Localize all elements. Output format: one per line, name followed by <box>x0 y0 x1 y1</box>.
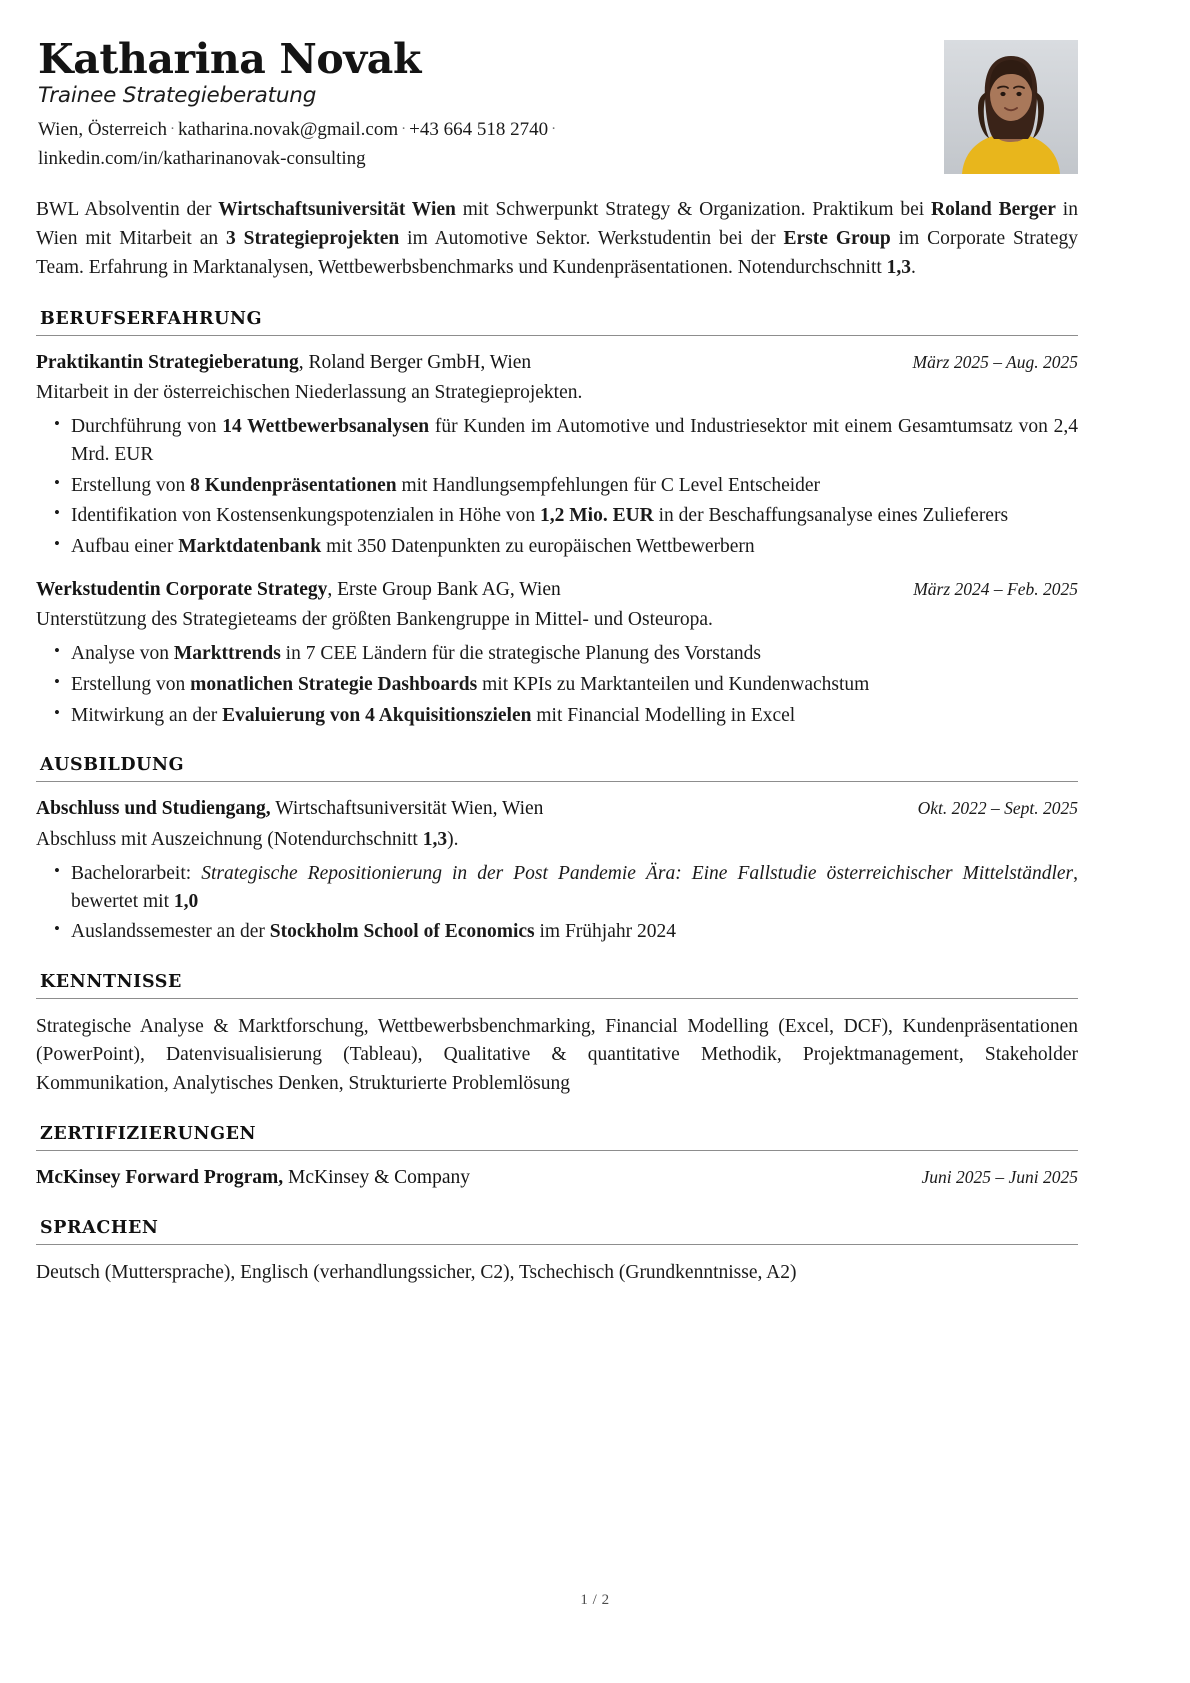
certification-entry <box>36 1165 1078 1191</box>
entry-role: Werkstudentin Corporate Strategy <box>36 578 328 600</box>
list-item <box>54 502 1078 530</box>
contact-email[interactable]: katharina.novak@gmail.com <box>178 119 399 141</box>
bullet-highlight: 1,0 <box>173 890 199 912</box>
resume-header <box>36 36 1078 174</box>
list-item <box>54 671 1078 699</box>
bullet-highlight: Stockholm School of Economics <box>269 921 535 943</box>
list-item <box>54 640 1078 668</box>
summary-highlight: Roland Berger <box>931 199 1056 220</box>
entry-company: , Roland Berger GmbH, Wien <box>298 351 532 373</box>
entry-title <box>36 350 531 376</box>
bullet-text: Identifikation von Kostensenkungspotenzialen in Höhe von <box>71 505 540 527</box>
summary-highlight: 1,3 <box>886 256 912 278</box>
bullet-text: Aufbau einer <box>71 535 179 557</box>
list-item <box>54 413 1078 468</box>
bullet-text: mit KPIs zu Marktanteilen und Kundenwachstum <box>477 673 870 695</box>
avatar <box>944 40 1078 174</box>
description-text: Abschluss mit Auszeichnung (Notendurchschnitt <box>36 828 423 850</box>
bullet-text: mit Financial Modelling in Excel <box>531 704 796 726</box>
entry-header <box>36 1165 1078 1191</box>
header-text-block <box>38 36 944 173</box>
section-title-languages: SPRACHEN <box>40 1217 159 1238</box>
experience-entry <box>36 577 1078 730</box>
candidate-tagline: Trainee Strategieberatung <box>38 83 317 109</box>
entry-degree: Abschluss und Studiengang, <box>36 798 271 820</box>
section-title-certifications: ZERTIFIZIERUNGEN <box>40 1124 257 1145</box>
entry-description <box>36 826 1078 854</box>
section-certifications <box>36 1124 1078 1191</box>
summary-highlight: Wirtschaftsuniversität Wien <box>218 199 456 220</box>
contact-location: Wien, Österreich <box>38 119 168 141</box>
entry-description: Unterstützung des Strategieteams der größten Bankengruppe in Mittel- und Osteuropa. <box>36 608 713 630</box>
bullet-text: Erstellung von <box>71 474 191 496</box>
list-item <box>54 918 1078 946</box>
bullet-text: Bachelorarbeit: <box>71 862 202 884</box>
experience-entry <box>36 350 1078 561</box>
entry-header <box>36 350 1078 376</box>
bullet-highlight: 1,2 Mio. EUR <box>540 505 654 527</box>
portrait-photo-icon <box>944 40 1078 174</box>
bullet-text: , bewertet mit <box>71 862 1078 912</box>
entry-company: , Erste Group Bank AG, Wien <box>327 578 561 600</box>
bullet-text: in 7 CEE Ländern für die strategische Planung des Vorstands <box>280 643 761 665</box>
section-divider <box>36 781 1078 782</box>
bullet-highlight: Marktdatenbank <box>178 535 322 557</box>
summary-text: mit Schwerpunkt Strategy & Organization. Praktikum bei <box>455 199 932 220</box>
bullet-text: im Frühjahr 2024 <box>534 921 676 943</box>
education-entry <box>36 796 1078 946</box>
summary-text: in Wien mit Mitarbeit an <box>36 199 1078 249</box>
section-title-education: AUSBILDUNG <box>40 755 185 776</box>
languages-text: Deutsch (Muttersprache), Englisch (verhandlungssicher, C2), Tschechisch (Grundkenntnisse, A2) <box>36 1261 797 1283</box>
list-item <box>54 702 1078 730</box>
description-highlight: 1,3 <box>422 828 448 850</box>
description-text: ). <box>447 828 459 850</box>
entry-bullet-list <box>36 860 1078 946</box>
entry-bullet-list <box>36 640 1078 729</box>
certification-issuer: McKinsey & Company <box>283 1167 470 1189</box>
section-divider <box>36 1244 1078 1245</box>
bullet-text: in der Beschaffungsanalyse eines Zulieferers <box>653 505 1009 527</box>
contact-separator-icon: · <box>170 121 176 138</box>
contact-separator-icon: · <box>551 121 557 138</box>
entry-date: März 2025 – Aug. 2025 <box>912 351 1078 372</box>
section-divider <box>36 335 1078 336</box>
thesis-title: Strategische Repositionierung in der Post Pandemie Ära: Eine Fallstudie österreichischer Mittelständler <box>201 862 1074 884</box>
bullet-text: mit 350 Datenpunkten zu europäischen Wettbewerbern <box>321 535 755 557</box>
entry-header <box>36 577 1078 603</box>
entry-header <box>36 796 1078 822</box>
skills-text: Strategische Analyse & Marktforschung, Wettbewerbsbenchmarking, Financial Modelling (Excel, DCF), Kundenpräsentationen (PowerPoint), Datenvisualisierung (Tableau), Qualitative & quantitative Methodik, Projektmanagement, Stakeholder Kommunikation, Analytisches Denken, Strukturierte Problemlösung <box>36 1015 1078 1094</box>
bullet-text: für Kunden im Automotive und Industriesektor mit einem Gesamtumsatz von 2,4 Mrd. EUR <box>71 416 1078 465</box>
bullet-text: Durchführung von <box>71 416 223 438</box>
bullet-text: Mitwirkung an der <box>71 704 223 726</box>
bullet-highlight: 8 Kundenpräsentationen <box>190 474 397 496</box>
entry-bullet-list <box>36 413 1078 560</box>
bullet-text: Analyse von <box>71 643 174 665</box>
contact-separator-icon: · <box>401 121 407 138</box>
section-experience <box>36 309 1078 730</box>
bullet-text: Erstellung von <box>71 673 191 695</box>
bullet-text: Auslandssemester an der <box>71 921 270 943</box>
entry-date: März 2024 – Feb. 2025 <box>913 578 1078 599</box>
entry-title <box>36 577 561 603</box>
section-title-skills: KENNTNISSE <box>40 971 182 992</box>
section-title-experience: BERUFSERFAHRUNG <box>40 308 263 329</box>
summary-text: . <box>911 256 916 278</box>
section-skills <box>36 972 1078 1098</box>
entry-title <box>36 796 543 822</box>
page-footer: 1 / 2 <box>580 1592 610 1608</box>
bullet-highlight: Markttrends <box>173 643 281 665</box>
entry-role: Praktikantin Strategieberatung <box>36 351 299 373</box>
bullet-highlight: Evaluierung von 4 Akquisitionszielen <box>222 704 532 726</box>
list-item <box>54 472 1078 500</box>
certification-name: McKinsey Forward Program, <box>36 1167 284 1189</box>
bullet-highlight: monatlichen Strategie Dashboards <box>190 673 478 695</box>
summary-highlight: 3 Strategieprojekten <box>226 227 400 249</box>
summary-text: BWL Absolventin der <box>36 199 219 220</box>
entry-date: Juni 2025 – Juni 2025 <box>921 1167 1078 1188</box>
contact-phone[interactable]: +43 664 518 2740 <box>409 119 549 141</box>
entry-institution: Wirtschaftsuniversität Wien, Wien <box>270 798 544 820</box>
list-item <box>54 860 1078 915</box>
entry-description: Mitarbeit in der österreichischen Niederlassung an Strategieprojekten. <box>36 381 583 403</box>
profile-summary <box>36 196 1078 283</box>
section-divider <box>36 998 1078 999</box>
section-education <box>36 755 1078 946</box>
candidate-name: Katharina Novak <box>38 35 421 83</box>
summary-text: im Corporate Strategy Team. Erfahrung in Marktanalysen, Wettbewerbsbenchmarks und Kundenpräsentationen. Notendurchschnitt <box>36 227 1078 278</box>
contact-line <box>38 116 798 173</box>
entry-date: Okt. 2022 – Sept. 2025 <box>917 798 1078 819</box>
bullet-highlight: 14 Wettbewerbsanalysen <box>222 416 430 438</box>
summary-highlight: Erste Group <box>783 227 891 249</box>
list-item <box>54 533 1078 561</box>
summary-text: im Automotive Sektor. Werkstudentin bei der <box>399 227 784 249</box>
entry-title <box>36 1165 470 1191</box>
section-divider <box>36 1150 1078 1151</box>
bullet-text: mit Handlungsempfehlungen für C Level Entscheider <box>396 474 821 496</box>
section-languages <box>36 1218 1078 1287</box>
contact-linkedin[interactable]: linkedin.com/in/katharinanovak-consulting <box>38 147 366 169</box>
